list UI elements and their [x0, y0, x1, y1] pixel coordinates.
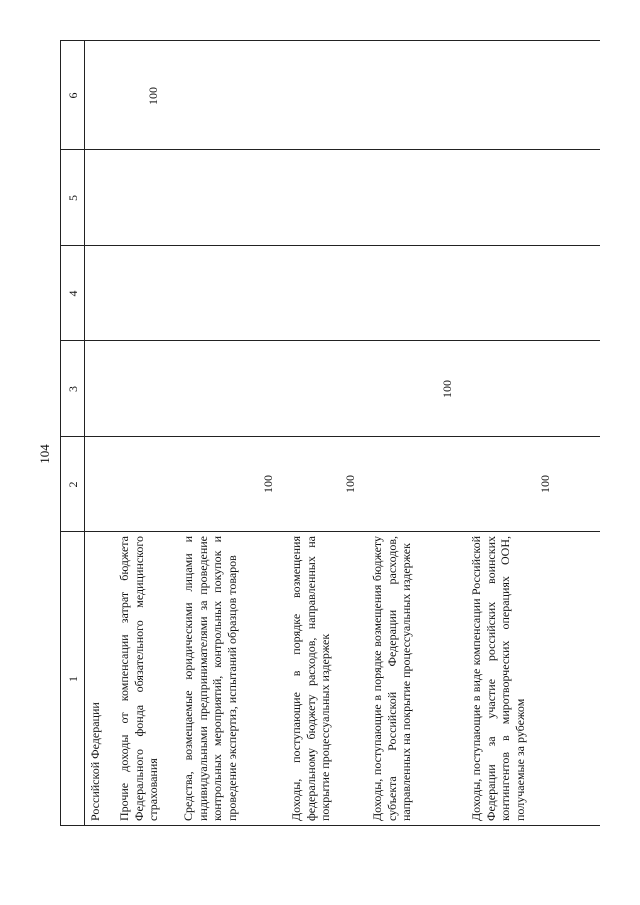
row-1-col-6: 100: [146, 87, 160, 105]
col-divider-3: [60, 340, 600, 341]
row-3-col-2: 100: [343, 475, 357, 493]
col-divider-2: [60, 436, 600, 437]
table-top-border: [60, 40, 61, 826]
row-4-col-3: 100: [440, 380, 454, 398]
row-2-col-2: 100: [261, 475, 275, 493]
header-bottom-border: [84, 40, 85, 826]
row-2-label: Средства, возмещаемые юридическими лицами и индивидуальными предпринимателями за проведение контрольных мероприятий, контрольных покупок и проведение экспертиз, испытаний образцов товаров: [181, 536, 239, 821]
col-divider-1: [60, 531, 600, 532]
header-col-3: 3: [66, 386, 80, 392]
row-5-col-2: 100: [538, 475, 552, 493]
table-left-border: [60, 825, 600, 826]
header-col-6: 6: [66, 92, 80, 99]
col-divider-5: [60, 149, 600, 150]
row-1-label: Прочие доходы от компенсации затрат бюджета Федерального фонда обязательного медицинского страхования: [117, 536, 160, 821]
col-divider-4: [60, 245, 600, 246]
page-number: 104: [37, 444, 52, 464]
header-col-2: 2: [66, 481, 80, 488]
table-right-border: [60, 40, 600, 41]
row-3-label: Доходы, поступающие в порядке возмещения федеральному бюджету расходов, направленных на покрытие процессуальных издержек: [289, 536, 332, 821]
row-4-label: Доходы, поступающие в порядке возмещения бюджету субъекта Российской Федерации расходов, направленных на покрытие процессуальных издержек: [370, 536, 413, 821]
header-col-5: 5: [66, 195, 80, 201]
row-5-label: Доходы, поступающие в виде компенсации Российской Федерации за участие российских воинских контингентов в миротворческих операциях ООН, получаемые за рубежом: [469, 536, 527, 821]
header-col-1: 1: [66, 676, 80, 682]
revenue-table: [60, 40, 600, 826]
section-title: Российской Федерации: [88, 702, 102, 821]
header-col-4: 4: [66, 290, 80, 297]
